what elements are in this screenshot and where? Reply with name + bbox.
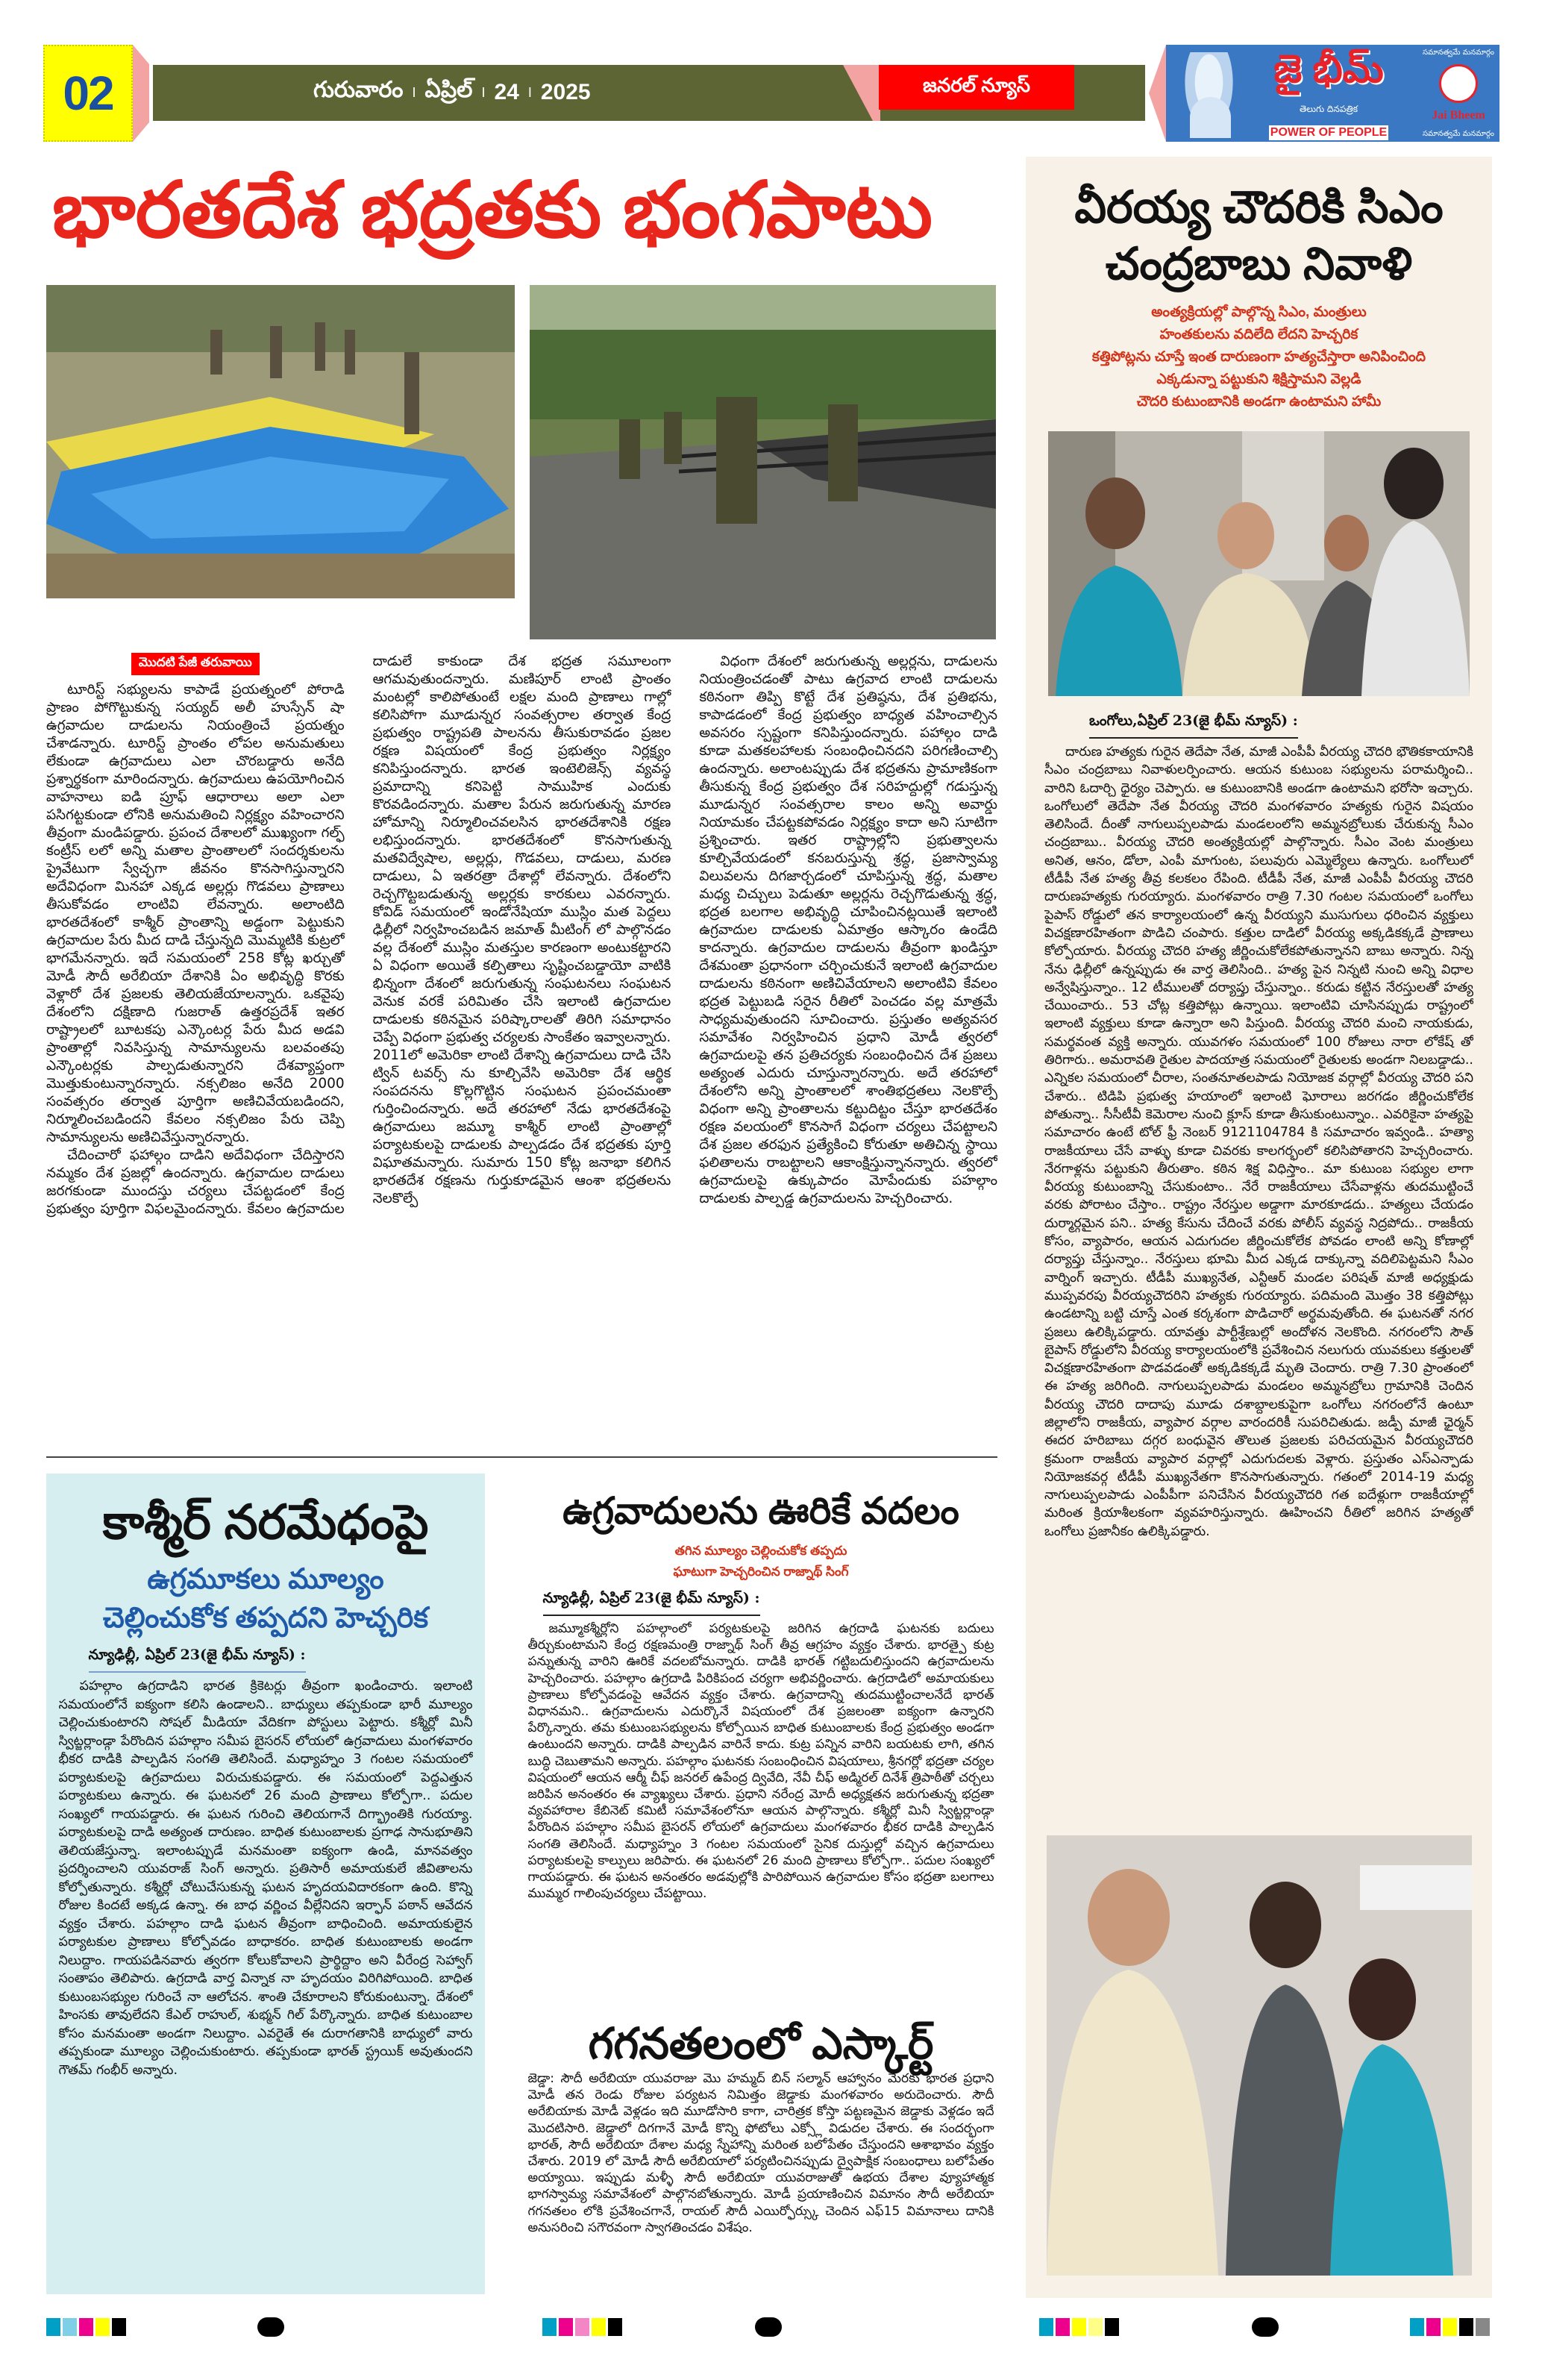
right-subhead: హంతకులను వదిలేది లేదని హెచ్చరిక bbox=[1159, 327, 1358, 342]
edition-date bbox=[313, 72, 591, 113]
newspaper-logo bbox=[1166, 45, 1499, 142]
ugra-story-body bbox=[528, 1590, 994, 2018]
right-paragraph: దారుణ హత్యకు గురైన తెదేపా నేత, మాజీ ఎంపీపీ వీరయ్య చౌదరి భౌతికకాయానికి సీఎం చంద్రబాబు నివాళులర్పించారు. ఆయన కుటుంబ సభ్యులను పరామర్శించి.. వారిని ఓదార్చి ధైర్యం చెప్పారు. ఆ కుటుంబానికి అండగా ఉంటామని భరోసా ఇచ్చారు. ఒంగోలులో తెదేపా నేత వీరయ్య చౌదరి మంగళవారం హత్యకు గురైన విషయం తెలిసిందే. దీంతో నాగులుప్పలపాడు మండలంలోని అమ్మనబ్రోలుకు చేరుకున్న సీఎం చంద్రబాబు.. వీరయ్య చౌదరి అంత్యక్రియల్లో పాల్గొన్నారు. సీఎం వెంట మంత్రులు అనిత, ఆనం, డోలా, ఎంపీ మాగుంట, పలువురు ఎమ్మెల్యేలు ఉన్నారు. ఒంగోలులో టీడీపీ నేత హత్య తీవ్ర కలకలం రేపింది. టీడీపీ నేత, మాజీ ఎంపీపీ వీరయ్య చౌదరి దారుణహత్యకు గురయ్యారు. మంగళవారం రాత్రి 7.30 గంటల సమయంలో ఒంగోలు పైపాస్ రోడ్డులో తన కార్యాలయంలో ఉన్న వీరయ్యని ముసుగులు ధరించిన వ్యక్తులు విచక్షణారహితంగా పొడిచి చంపారు. కత్తుల దాడిలో వీరయ్య అక్కడికక్కడే ప్రాణాలు కోల్పోయారు. వీరయ్య చౌదరి హత్య జీర్ణించుకోలేకపోతున్నానని బాబు అన్నారు. నిన్న నేను ఢిల్లీలో ఉన్నప్పుడు ఈ వార్త తెలిసింది.. హత్య పైన నిన్నటి నుంచి అన్ని విధాల అన్వేషిస్తున్నాం.. 12 టీములతో దర్యాప్తు చేస్తున్నాం.. కరుడు కట్టిన నేరస్తులతో హత్య చేయించారు.. 53 చోట్ల కత్తిపోట్లు ఉన్నాయి. ఇలాంటివి చూసినప్పుడు రాష్ట్రంలో ఇలాంటి వ్యక్తులు కూడా ఉన్నారా అని పిస్తుంది. వీరయ్య చౌదరి మంచి నాయకుడు, సమర్థవంత వ్యక్తి అన్నారు. యువగళం సమయంలో 100 రోజులు నారా లోకేష్ తో తిరిగారు.. అమరావతి రైతుల పాదయాత్ర సమయంలో రైతులకు అండగా నిలబడ్డాడు.. ఎన్నికల సమయంలో చీరాల, సంతనూతలపాడు నియోజక వర్గాల్లో వీరయ్య చౌదరి పని చేశారు.. టిడిపి ప్రభుత్వ హయాంలో ఇలాంటి ఘోరాలు జరగడం జీర్ణించుకోలేక పోతున్నా.. సీసీటీవీ కెమెరాల నుంచి క్లూస్ కూడా తీసుకుంటున్నాం.. ఎవరికైనా హత్యపై సమాచారం ఉంటే టోల్ ఫ్రీ నెంబర్ 9121104784 కి సమాచారం ఇవ్వండి.. హత్యా రాజకీయాలు చేసే వాళ్ళు కూడా చివరకు కాలగర్భంలో కలిసిపోతారని హెచ్చరించారు. నేరగాళ్లను పట్టుకుని తీరుతాం. కఠిన శిక్ష విధిస్తాం.. మా కుటుంబ సభ్యుల లాగా వీరయ్య కుటుంబాన్ని చేసుకుంటాం.. నేరే రాజకీయాలు చేసేవాళ్లను తుదముట్టించే వరకు పోరాటం చేస్తాం.. రాష్ట్రం నేరస్తుల అడ్డాగా మారకూడదు.. హత్యలు చేయడం దుర్మార్గమైన పని.. హత్య కేసును చేదించే వరకు పోలీస్ వ్యవస్థ నిద్రపోదు.. రాజకీయ కోసం, వ్యాపారం, ఆయన ఎదుగుదల జీర్ణించుకోలేక పోవడం లాంటి అన్ని కోణాల్లో దర్యాప్తు చేస్తున్నాం.. నేరస్తులు భూమి మీద ఎక్కడ దాక్కున్నా వదిలిపెట్టమని సీఎం వార్నింగ్ ఇచ్చారు. టీడీపీ ముఖ్యనేత, ఎన్టీఆర్ మండల పరిషత్ మాజీ అధ్యక్షుడు ముప్పవరపు వీరయ్యచౌదరిని హత్యకు గురయ్యారు. పదిమంది మొత్తం 38 కత్తిపోట్లు ఉండటాన్ని బట్టి చూస్తే ఎంత కర్కశంగా పొడిచారో అర్థమవుతోంది. ఈ ఘటనతో నగర ప్రజలు ఉలిక్కిపడ్డారు. యావత్తు పార్టీశ్రేణుల్లో అందోళన నెలకొంది. నగరంలోని సౌత్ బైపాస్ రోడ్డులోని వీరయ్య కార్యాలయంలోకి ప్రవేశించిన నలుగురు యువకులు కత్తులతో విచక్షణారహితంగా పొడవడంతో అక్కడికక్కడే మృతి చెందారు. రాత్రి 7.30 ప్రాంతంలో ఈ హత్య జరిగింది. నాగులుప్పలపాడు మండలం అమ్మనబ్రోలు గ్రామానికి చెందిన వీరయ్య చౌదరి దాదాపు మూడు దశాబ్దాలకుపైగా ఒంగోలు నగరంలోనే ఉంటూ జిల్లాలోని రాజకీయ, వ్యాపార వర్గాల వారందరికీ సుపరిచితుడు. జడ్పీ మాజీ ఛైర్మన్ ఈదర హరిబాబు దగ్గర బంధువైన తొలుత ప్రజలకు పరిచయమైన వీరయ్యచౌదరి క్రమంగా రాజకీయ వ్యాపార వర్గాల్లో ఎదుగుదలకు వెళ్లారు. ప్రస్తుతం ఎస్ఎన్పాడు నియోజకవర్గ టీడీపీ ముఖ్యనేతగా కొనసాగుతున్నారు. గతంలో 2014-19 మధ్య నాగులుప్పలపాడు ఎంపీపీగా పనిచేసిన వీరయ్యచౌదరి గత ఐదేళ్లుగా రాజకీయాల్లో మరింత క్రియాశీలకంగా వ్యవహరిస్తున్నారు. ఊహించని రీతిలో జరిగిన హత్యతో ఒంగోలు ప్రజానీకం ఉలిక్కిపడ్డారు. bbox=[1044, 745, 1473, 1539]
ugra-subheads bbox=[522, 1541, 1000, 1582]
color-registration-marks bbox=[46, 2318, 126, 2336]
edition-day: గురువారం bbox=[313, 77, 404, 102]
registration-mark bbox=[257, 2317, 284, 2337]
color-registration-marks bbox=[1410, 2318, 1490, 2336]
cm-tribute-photo bbox=[1047, 1835, 1472, 2276]
edition-year: 2025 bbox=[540, 80, 591, 104]
logo-tab bbox=[1149, 45, 1166, 142]
page-number: 02 bbox=[43, 45, 133, 142]
tv-logo-name: Jai Bheem bbox=[1432, 109, 1485, 122]
registration-mark bbox=[755, 2317, 782, 2337]
right-subhead: చౌదరి కుటుంబానికి అండగా ఉంటామని హామీ bbox=[1136, 394, 1382, 410]
right-headline-line1: వీరయ్య చౌదరికి సిఎం bbox=[1074, 182, 1444, 232]
ugra-headline: ఉగ్రవాదులను ఊరికే వదలం bbox=[562, 1490, 959, 1532]
page-number-tab bbox=[133, 45, 149, 142]
main-paragraph: చేదించారో ఫహాల్గం దాడిని అదేవిధంగా చేదిస్తారని నమ్మకం దేశ ప్రజల్లో ఉందన్నారు. ఉగ్రవాదుల దాడులు జరగకుండా ముందస్తు చర్యలు చేపట్టడంలో కేంద్ర ప్రభుత్వం పూర్తిగా విఫలమైందన్నారు. కేవలం ఉగ్రవాదుల దాడులే కాకుండా దేశ భద్రత సమూలంగా ఆగమవుతుందన్నారు. మణిపూర్ లాంటి ప్రాంతం మంటల్లో కాలిపోతుంటే లక్షల మంది ప్రాణాలు గాల్లో కలిసిపోగా మూడున్నర సంవత్సరాల తర్వాత కేంద్ర ప్రభుత్వం రాష్ట్రపతి పాలనను తీసుకురావడం ప్రజల రక్షణ విషయంలో కేంద్ర ప్రభుత్వం నిర్లక్ష్యం కనిపిస్తుందన్నారు. భారత ఇంటెలిజెన్స్ వ్యవస్థ ప్రమాదాన్ని కనిపెట్టి సాముహిక ఎందుకు కొరవడిందన్నారు. మతాల పేరున జరుగుతున్న మారణ హోమాన్ని నిర్మూలించవలసిన భారతదేశానికి రక్షణ లభిస్తుందన్నారు. భారతదేశంలో కొనసాగుతున్న మతవిద్వేషాల, అల్లర్లు, గొడవలు, దాడులు, మరణ దాడులు, ఏ ఇతరత్రా దేశాల్లో లేవన్నారు. దేశంలోని రెచ్చగొట్టబడుతున్న అల్లర్లకు కారకులు ఎవరన్నారు. కోవిడ్ సమయంలో ఇండోనేషియా ముస్లిం మత పెద్దలు ఢిల్లీలో నిర్వహించబడిన జమాత్ మీటింగ్ లో పాల్గొనడం వల్ల దేశంలో ముస్లిం మతస్తుల కారణంగా అంటుకట్టారని ఏ విధంగా అయితే కల్పితాలు సృష్టించబడ్డాయో వాటికి భిన్నంగా దేశంలో జరుగుతున్న సంఘటనలు సంఘటన వెనుక వరకే పరిమితం చేసి ఇలాంటి ఉగ్రవాదుల దాడులకు కఠినమైన పరిష్కారాలతో తిరిగి సమాధానం చెప్పే విధంగా ప్రభుత్వ చర్యలకు సాంకేతం ఇవ్వాలన్నారు. 2011లో అమెరికా లాంటి దేశాన్ని ఉగ్రవాదులు దాడి చేసి ట్విన్ టవర్స్ ను కూల్చివేసి అమెరికా దేశ ఆర్థిక సంపదనను కొల్లగొట్టిన సంఘటన ప్రపంచమంతా గుర్తించిందన్నారు. అదే తరహాలో నేడు భారతదేశంపై ఉగ్రవాదులు జమ్మూ కాశ్మీర్ లాంటి ప్రాంతాల్లో పర్యాటకులపై దాడులకు పాల్పడడం దేశ భద్రతకు పూర్తి విఘాతమన్నారు. సుమారు 150 కోట్ల జనాభా కలిగిన భారతదేశ రక్షణను గుర్తుకూడమైన ఆంశా భద్రతలను నెలకొల్పే bbox=[46, 654, 671, 1217]
main-paragraph: టూరిస్ట్ సభ్యులను కాపాడే ప్రయత్నంలో పోరాడి ప్రాణం పోగొట్టుకున్న సయ్యద్ అలీ హుస్సేన్ షా ఉగ్రవాదుల దాడులను నియంత్రించే ప్రయత్నం చేశాడన్నారు. టూరిస్ట్ ప్రాంతం లోపల అనుమతులు లేకుండా ఉగ్రవాదులు ఎలా చొరబడ్డారు అనేది ప్రశ్నార్థకంగా మారిందన్నారు. ఉగ్రవాదులు ఉపయోగించిన వాహనాలు ఐడి ప్రూఫ్ ఆధారాలు అలా ఎలా పసిగట్టకుండా లోనికి అనుమతించి నిర్లక్ష్యం వహించారని తీవ్రంగా మండిపడ్డారు. ప్రపంచ దేశాలలో ముఖ్యంగా గల్ఫ్ కంట్రీస్ లలో అన్ని మతాల ప్రాంతాలలో సందర్శకులను ప్రైవేటుగా స్వేచ్ఛగా జీవనం కొనసాగిస్తున్నారని అదేవిధంగా మినహా ఎక్కడ అల్లర్లు గొడవలు ప్రాణాలు తీసుకోవడం లాంటివి లేవన్నారు. అలాంటిది భారతదేశంలో కాశ్మీర్ ప్రాంతాన్ని అడ్డంగా పెట్టుకుని ఉగ్రవాదుల పేరు మీద దాడి చేస్తున్నది మొమ్మటికి కుట్రలో భాగమేనన్నారు. ఇదే సమయంలో 258 కోట్ల ఖర్చుతో మోడీ సౌదీ అరేబియా దేశానికి ఏం అభివృద్ధి కొరకు వెళ్లారో దేశ ప్రజలకు తెలియజేయాలన్నారు. ఒకవైపు దేశంలోని దక్షిణాది గుజరాత్ ఉత్తరప్రదేశ్ ఇతర రాష్ట్రాలలో బూటకపు ఎన్కౌంటర్ల పేరు మీద అడవి ప్రాంతాల్లో నివసిస్తున్న సామాన్యులను బలవంతపు ఎన్కౌంటర్లకు పాల్పడుతున్నారని దేశవ్యాప్తంగా మొత్తుకుంటున్నారన్నారు. నక్సలిజం అనేది 2000 సంవత్సరం తర్వాత పూర్తిగా అణిచివేయబడిందని, నిర్మూలించబడిందని కేవలం నక్సలిజం పేరు చెప్పి సామాన్యులను అణిచివేస్తున్నారన్నారు. bbox=[46, 682, 345, 1145]
logo-side-top: సమానత్వమే మనమార్గం bbox=[1423, 48, 1494, 57]
kashmir-headline: కాశ్మీర్ నరమేధంపై bbox=[102, 1495, 429, 1549]
section-tag: జనరల్ న్యూస్ bbox=[879, 65, 1074, 110]
ugra-subhead: తగిన మూల్యం చెల్లించుకోక తప్పదు bbox=[674, 1544, 847, 1558]
kashmir-story-body bbox=[59, 1647, 473, 2283]
logo-brand bbox=[1242, 46, 1415, 140]
logo-name: జై భీమ్ bbox=[1273, 48, 1384, 91]
gagana-story-body bbox=[528, 2070, 994, 2294]
main-story-body bbox=[46, 653, 997, 1438]
right-subhead: ఎక్కడున్నా పట్టుకుని శిక్షిస్తామని వెల్లడి bbox=[1156, 372, 1361, 387]
gagana-headline: గగనతలంలో ఎస్కార్ట్ bbox=[588, 2020, 934, 2068]
main-story bbox=[46, 166, 997, 1438]
right-subhead: అంత్యక్రియల్లో పాల్గొన్న సిఎం, మంత్రులు bbox=[1151, 304, 1367, 320]
kashmir-paragraph: పహల్గాం ఉగ్రదాడిని భారత క్రికెటర్లు తీవ్రంగా ఖండించారు. ఇలాంటి సమయంలోనే ఐక్యంగా కలిసి ఉండాలని.. బాధ్యులు తప్పకుండా భారీ మూల్యం చెల్లించుకుంటారని సోషల్ మీడియా వేదికగా పోస్టులు పెట్టారు. కశ్మీర్లో మినీ స్విట్జర్లాండ్గా పేరొందిన పహల్గాం సమీప బైసరన్ లోయలో ఉగ్రవాదులు మంగళవారం భీకర దాడికి పాల్పడిన సంగతి తెలిసిందే. మధ్యాహ్నం 3 గంటల సమయంలో పర్యాటకులపై ఉగ్రవాదులు విరుచుకుపడ్డారు. ఈ సమయంలో పెద్దఎత్తున పర్యాటకులు ఉన్నారు. ఈ ఘటనలో 26 మంది ప్రాణాలు కోల్పోగా.. పదుల సంఖ్యలో గాయపడ్డారు. ఈ ఘటన గురించి తెలియగానే దిగ్భ్రాంతికి గురయ్యా. పర్యాటకులపై దాడి అత్యంత దారుణం. బాధిత కుటుంబాలకు ప్రగాఢ సానుభూతిని తెలియజేస్తున్నా. ఇలాంటప్పుడే మనమంతా ఐక్యంగా ఉండి, మానవత్వం ప్రదర్శించాలని యువరాజ్ సింగ్ అన్నారు. ప్రతిసారీ అమాయకులే జీవితాలను కోల్పోతున్నారు. కశ్మీర్లో చోటుచేసుకున్న ఘటన హృదయవిదారకంగా ఉంది. కొన్ని రోజుల కిందటే అక్కడ ఉన్నా. ఈ బాధ వర్ణించ వీల్లేనిదని ఇర్ఫాన్ పఠాన్ ఆవేదన వ్యక్తం చేశారు. పహల్గాం దాడి ఘటన తీవ్రంగా బాధించింది. అమాయకులైన పర్యాటకుల ప్రాణాలు కోల్పోవడం బాధాకరం. బాధిత కుటుంబాలకు అండగా నిలుద్దాం. గాయపడినవారు త్వరగా కోలుకోవాలని ప్రార్థిద్దాం అని వీరేంద్ర సెహ్వాగ్ సంతాపం తెలిపారు. ఉగ్రదాడి వార్త విన్నాక నా హృదయం విరిగిపోయింది. బాధిత కుటుంబసభ్యుల గురించే నా ఆలోచన. శాంతి చేకూరాలని కోరుకుంటున్నా. దేశంలో హింసకు తావులేదని కేఎల్ రాహుల్, శుభ్మన్ గిల్ పేర్కొన్నారు. బాధిత కుటుంబాల కోసం మనమంతా అండగా నిలుద్దాం. ఎవరైతే ఈ దురాగతానికి బాధ్యులో వారు తప్పకుండా మూల్యం చెల్లించుకుంటారు. తప్పకుండా భారత్ స్ట్రయిక్ అవుతుందని గౌతమ్ గంభీర్ అన్నారు. bbox=[58, 1679, 473, 2078]
main-photo-left bbox=[46, 285, 515, 598]
logo-tagline: తెలుగు దినపత్రిక bbox=[1299, 104, 1358, 114]
middle-stories bbox=[522, 1481, 1000, 2294]
ugra-paragraph: జమ్మూకశ్మీర్లోని పహల్గాంలో పర్యటకులపై జరిగిన ఉగ్రదాడి ఘటనకు బదులు తీర్చుకుంటామని కేంద్ర రక్షణమంత్రి రాజ్నాథ్ సింగ్ తీవ్ర ఆగ్రహం వ్యక్తం చేశారు. భారత్పై కుట్ర పన్నుతున్న వారిని ఊరికే వదలబోమన్నారు. దాడికి భారత్ గట్టిబదులిస్తుందని ఉగ్రవాదులను హెచ్చరించారు. పహల్గాం ఉగ్రదాడి పిరికిపంద చర్యగా అభివర్ణించారు. ఉగ్రదాడిలో అమాయకులు ప్రాణాలు కోల్పోవడంపై ఆవేదన వ్యక్తం చేశారు. ఉగ్రవాదాన్ని తుదముట్టించాలనేదే భారత్ విధానమని.. ఉగ్రవాదులను ఎదుర్కొనే విషయంలో దేశ ప్రజలంతా ఐక్యంగా ఉన్నారని పేర్కొన్నారు. తమ కుటుంబసభ్యులను కోల్పోయిన బాధిత కుటుంబాలకు కేంద్ర ప్రభుత్వం అండగా ఉంటుందని అన్నారు. దాడికి పాల్పడిన వారినే కాదు. కుట్ర పన్నిన వారిని బయటకు లాగి, తగిన బుద్ధి చెబుతామని అన్నారు. పహల్గాం ఘటనకు సంబంధించిన విషయాలు, శ్రీనగర్లో భద్రతా చర్యల విషయంలో ఆయన ఆర్మీ చీఫ్ జనరల్ ఉపేంద్ర ద్వివేది, నేవీ చీఫ్ అడ్మిరల్ దినేశ్ త్రిపాఠీతో చర్చలు జరిపిన అనంతరం ఈ వ్యాఖ్యలు చేశారు. ప్రధాని నరేంద్ర మోదీ అధ్యక్షతన జరుగుతున్న భద్రతా వ్యవహారాల కేబినెట్ కమిటీ సమావేశంలోనూ ఆయన పాల్గొన్నారు. కశ్మీర్లో మినీ స్విట్జర్లాండ్గా పేరొందిన పహల్గాం సమీప బైసరన్ లోయలో ఉగ్రవాదులు మంగళవారం భీకర దాడికి పాల్పడిన సంగతి తెలిసిందే. మధ్యాహ్నం 3 గంటల సమయంలో సైనిక దుస్తుల్లో వచ్చిన ఉగ్రవాదులు పర్యాటకులపై కాల్పులు జరిపారు. ఈ ఘటనలో 26 మంది ప్రాణాలు కోల్పోగా.. పదుల సంఖ్యలో గాయపడ్డారు. ఈ ఘటన అనంతరం అడవుల్లోకి పారిపోయిన ఉగ్రవాదుల కోసం భద్రతా బలగాలు ముమ్మర గాలింపుచర్యలు చేపట్టాయి. bbox=[527, 1621, 994, 1902]
kashmir-subhead-line1: ఉగ్రమూకలు మూల్యం bbox=[147, 1564, 384, 1595]
right-subheads bbox=[1035, 301, 1483, 413]
continued-tag: మొదటి పేజీ తరువాయి bbox=[131, 653, 260, 675]
logo-side-bottom: సమానత్వమే మనమార్గం bbox=[1423, 129, 1494, 138]
main-paragraph: విధంగా దేశంలో జరుగుతున్న అల్లర్లను, దాడులను నియంత్రించడంతో పాటు ఉగ్రవాద లాంటి దాడులను కఠినంగా తిప్పి కొట్టే దేశ ప్రతిష్ఠను, దేశ ప్రతిభను, కాపాడడంలో కేంద్ర ప్రభుత్వం బాధ్యత వహించాల్సిన అవసరం స్పష్టంగా కనిపిస్తుందన్నారు. పహాల్గం దాడి కూడా మతకలహాలకు సంబంధించినదని పరిగణించాల్సి ఉందన్నారు. అలాంటప్పుడు దేశ భద్రతను ప్రామాణికంగా తీసుకున్న కేంద్ర ప్రభుత్వం దేశ సరిహద్దుల్లో గడుస్తున్న మూడున్నర సంవత్సరాల కాలం అన్ని అవార్డు నియామకం చేపట్టకపోవడం నిర్లక్ష్యం కాదా అని సూటిగా ప్రశ్నించారు. ఇతర రాష్ట్రాల్లోని ప్రభుత్వాలను కూల్చివేయడంలో కనబరుస్తున్న శ్రద్ధ, ప్రజాస్వామ్య విలువలను దిగజార్చడంలో చూపిస్తున్న శ్రద్ధ, మతాల మధ్య చిచ్చులు పెడుతూ అల్లర్లను రెచ్చగొడుతున్న శ్రద్ధ, భద్రత బలగాల అభివృద్ధి చూపించినట్లయితే ఇలాంటి ఉగ్రవాదుల దాడులకు ఏమాత్రం ఆస్కారం ఉండేది కాదన్నారు. ఉగ్రవాదుల దాడులను తీవ్రంగా ఖండిస్తూ దేశమంతా ప్రధానంగా చర్చించుకునే ఇలాంటి ఉగ్రవాదుల దాడులను కఠినంగా అణిచివేయాలని అలాంటివి కేవలం భద్రత పెట్టుబడి సరైన రీతిలో పెంచడం వల్ల మాత్రమే సాధ్యమవుతుందని సూచించారు. ప్రస్తుతం అత్యవసర సమావేశం నిర్వహించిన ప్రధాని మోడీ త్వరలో ఉగ్రవాదులపై తన ప్రతిచర్యకు సంబంధించిన దేశ ప్రజలు అత్యంత ఎదురు చూస్తున్నారన్నారు. అదే తరహాలో దేశంలోని అన్ని ప్రాంతాలలో శాంతిభద్రతలు నెలకొల్పే విధంగా అన్ని ప్రాంతాలను కట్టుదిట్టం చేస్తూ భారతదేశం రక్షణ వలయంలో కొనసాగే విధంగా చర్యలు చేపట్టాలని దేశ ప్రజల తరఫున ప్రత్యేకించి కోరుతూ అతిచిన్న స్థాయి ఫలితాలను రాబట్టాలని ఆకాంక్షిస్తున్నానన్నారు. త్వరలో ఉగ్రవాదులపై ఉక్కుపాదం మోపేందుకు పహల్గాం దాడులకు పాల్పడ్డ ఉగ్రవాదులను హెచ్చరించారు. bbox=[699, 654, 997, 1206]
edition-month: ఏప్రిల్ bbox=[424, 77, 473, 102]
kashmir-subhead bbox=[53, 1560, 478, 1638]
color-registration-marks bbox=[1039, 2318, 1119, 2336]
ambedkar-portrait-icon bbox=[1181, 52, 1237, 138]
registration-mark bbox=[1252, 2317, 1279, 2337]
date-separator: I bbox=[412, 84, 416, 100]
main-photo-right bbox=[530, 285, 996, 639]
color-registration-marks bbox=[542, 2318, 622, 2336]
right-story-body bbox=[1044, 713, 1473, 1826]
kashmir-subhead-line2: చెల్లించుకోక తప్పదని హెచ్చరిక bbox=[102, 1603, 429, 1634]
kashmir-story-panel bbox=[46, 1474, 485, 2294]
date-separator: I bbox=[481, 84, 486, 100]
edition-date-number: 24 bbox=[494, 80, 519, 104]
section-divider bbox=[46, 1456, 997, 1458]
logo-side bbox=[1420, 48, 1497, 139]
right-subhead: కత్తిపోట్లను చూస్తే ఇంత దారుణంగా హత్యచేస్తారా అనిపించింది bbox=[1091, 349, 1426, 365]
ugra-dateline: న్యూఢిల్లీ, ఏప్రిల్ 23(జై భీమ్ న్యూస్) : bbox=[543, 1590, 760, 1616]
logo-slogan: POWER OF PEOPLE bbox=[1270, 126, 1388, 139]
tv-logo-icon bbox=[1439, 64, 1478, 103]
kashmir-dateline: న్యూఢిల్లీ, ఏప్రిల్ 23(జై భీమ్ న్యూస్) : bbox=[89, 1647, 306, 1673]
right-dateline: ఒంగోలు,ఏప్రిల్ 23(జై భీమ్ న్యూస్) : bbox=[1089, 713, 1298, 739]
ugra-subhead: ఘాటుగా హెచ్చరించిన రాజ్నాథ్ సింగ్ bbox=[673, 1565, 849, 1579]
date-separator: I bbox=[527, 84, 532, 100]
gagana-paragraph: జెడ్డా: సౌదీ అరేబియా యువరాజు మొ హమ్మద్ బిన్ సల్మాన్ ఆహ్వానం మేరకు భారత ప్రధాని మోడీ తన రెండు రోజుల పర్యటన నిమిత్తం జెడ్డాకు మంగళవారం అరుదెంచారు. సౌదీ అరేబియాకు మోడీ వెళ్లడం ఇది మూడోసారి కాగా, చారిత్రక కోస్తా పట్టణమైన జెడ్డాకు వెళ్లడం ఇదే మొదటిసారి. జెడ్డాలో దిగగానే మోడీ కొన్ని ఫోటోలు ఎక్స్లో విడుదల చేశారు. ఈ సందర్భంగా భారత్, సౌదీ అరేబియా దేశాల మధ్య స్నేహాన్ని మరింత బలోపేతం చేస్తుందని ఆశాభావం వ్యక్తం చేశారు. 2019 లో మోడీ సౌదీ అరేబియాలో పర్యటించినప్పుడు ద్వైపాక్షిక సంబంధాలు బలోపేతం అయ్యాయి. ఇప్పుడు మళ్ళీ సౌదీ అరేబియా యువరాజుతో ఉభయ దేశాల వ్యూహాత్మక భాగస్వామ్య సమావేశంలో పాల్గొనబోతున్నారు. మోడీ ప్రయాణించిన విమానం సౌదీ అరేబియా గగనతలం లోకి ప్రవేశించగానే, రాయల్ సౌదీ ఎయిర్ఫోర్స్కు చెందిన ఎఫ్15 విమానాలు దానికి అనుసరించి సగౌరవంగా స్వాగతించడం విశేషం. bbox=[527, 2071, 994, 2235]
cm-condolence-photo bbox=[1048, 431, 1470, 696]
right-story-panel bbox=[1026, 157, 1492, 2298]
main-headline: భారతదేశ భద్రతకు భంగపాటు bbox=[52, 167, 933, 254]
right-headline bbox=[1035, 179, 1483, 292]
right-headline-line2: చంద్రబాబు నివాళి bbox=[1105, 239, 1413, 289]
main-photos bbox=[46, 285, 997, 639]
